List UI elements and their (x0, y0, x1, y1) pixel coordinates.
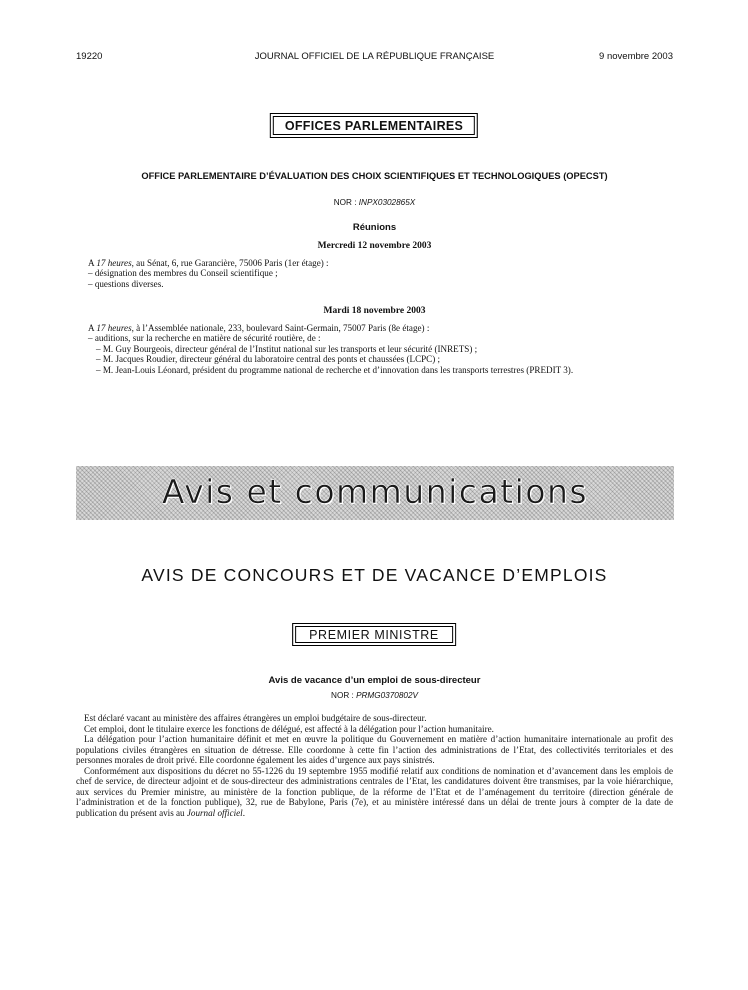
meeting1-item: – questions diverses. (88, 278, 164, 289)
meeting2-item: – M. Jacques Roudier, directeur général du laboratoire central des ponts et chaussées (LCPC) ; (96, 354, 441, 365)
nor-code: PRMG0370802V (356, 691, 418, 700)
section-title: AVIS DE CONCOURS ET DE VACANCE D’EMPLOIS (141, 565, 608, 585)
meeting2-block (88, 323, 672, 375)
page-number: 19220 (76, 51, 103, 62)
meeting1-time: 17 heures (96, 258, 132, 268)
issue-date: 9 novembre 2003 (599, 51, 673, 62)
journal-title: JOURNAL OFFICIEL DE LA RÉPUBLIQUE FRANÇAISE (254, 51, 495, 62)
meeting2-item: – M. Guy Bourgeois, directeur général de l’Institut national sur les transports et leur sécurité (INRETS) ; (96, 343, 478, 354)
avis-body (76, 713, 673, 818)
journal-officiel-ref: Journal officiel (186, 807, 243, 818)
nor-reference-2 (76, 691, 673, 700)
avis-paragraph-3: La délégation pour l’action humanitaire définit et met en œuvre la politique du Gouvernement en matière d’action humanitaire internationale au profit des populations civiles étrangères en situation de détresse. Elle coordonne à cette fin l’action des administrations de l’Etat, des collectivités territoriales et des personnes morales de droit privé. Elle coordonne également les aides d’urgence aux pays sinistrés. (76, 734, 673, 765)
avis-paragraph-4: Conformément aux dispositions du décret no 55-1226 du 19 septembre 1955 modifié relatif aux conditions de nomination et d’avancement dans les emplois de chef de service, de directeur adjoint et de sous-directeur des administrations centrales de l’Etat, les candidatures doivent être transmises, par la voie hiérarchique, aux services du Premier ministre, au ministère de la fonction publique, de la réforme de l’Etat et de l’aménagement du territoire (direction générale de l’administration et de la fonction publique), 32, rue de Babylone, Paris (7e), et au ministère intéressé dans un délai de trente jours à compter de la date de publication du présent avis au Journal officiel. (76, 765, 673, 818)
meeting1-item: – désignation des membres du Conseil scientifique ; (88, 268, 278, 279)
nor-code: INPX0302865X (358, 198, 416, 207)
page-header (76, 51, 673, 65)
office-title: OFFICE PARLEMENTAIRE D’ÉVALUATION DES CHOIX SCIENTIFIQUES ET TECHNOLOGIQUES (OPECST) (141, 171, 608, 181)
meeting2-intro: – auditions, sur la recherche en matière de sécurité routière, de : (88, 333, 321, 344)
nor-reference (76, 198, 673, 207)
avis-paragraph-2: Cet emploi, dont le titulaire exerce les fonctions de délégué, est affecté à la délégation pour l’action humanitaire. (84, 723, 494, 734)
reunions-heading: Réunions (352, 222, 397, 233)
avis-paragraph-1: Est déclaré vacant au ministère des affaires étrangères un emploi budgétaire de sous-directeur. (84, 713, 427, 723)
offices-section-box: OFFICES PARLEMENTAIRES (270, 113, 478, 138)
nor-label: NOR : (331, 691, 354, 700)
meeting2-location: A 17 heures, à l’Assemblée nationale, 233, boulevard Saint-Germain, 75007 Paris (8e étage) : (88, 323, 430, 333)
meeting1-block (88, 258, 672, 289)
meeting1-location: A 17 heures, au Sénat, 6, rue Garancière, 75006 Paris (1er étage) : (88, 258, 329, 268)
avis-title: Avis de vacance d’un emploi de sous-directeur (268, 675, 481, 686)
meeting2-time: 17 heures (96, 323, 132, 333)
premier-ministre-box: PREMIER MINISTRE (292, 623, 456, 646)
meeting2-item: – M. Jean-Louis Léonard, président du programme national de recherche et d’innovation dans les transports terrestres (PREDIT 3). (96, 364, 574, 375)
banner-text: Avis et communications (161, 472, 589, 511)
meeting2-date: Mardi 18 novembre 2003 (323, 306, 426, 316)
avis-banner (76, 466, 674, 520)
meeting1-date: Mercredi 12 novembre 2003 (317, 241, 432, 251)
nor-label: NOR : (333, 198, 357, 207)
